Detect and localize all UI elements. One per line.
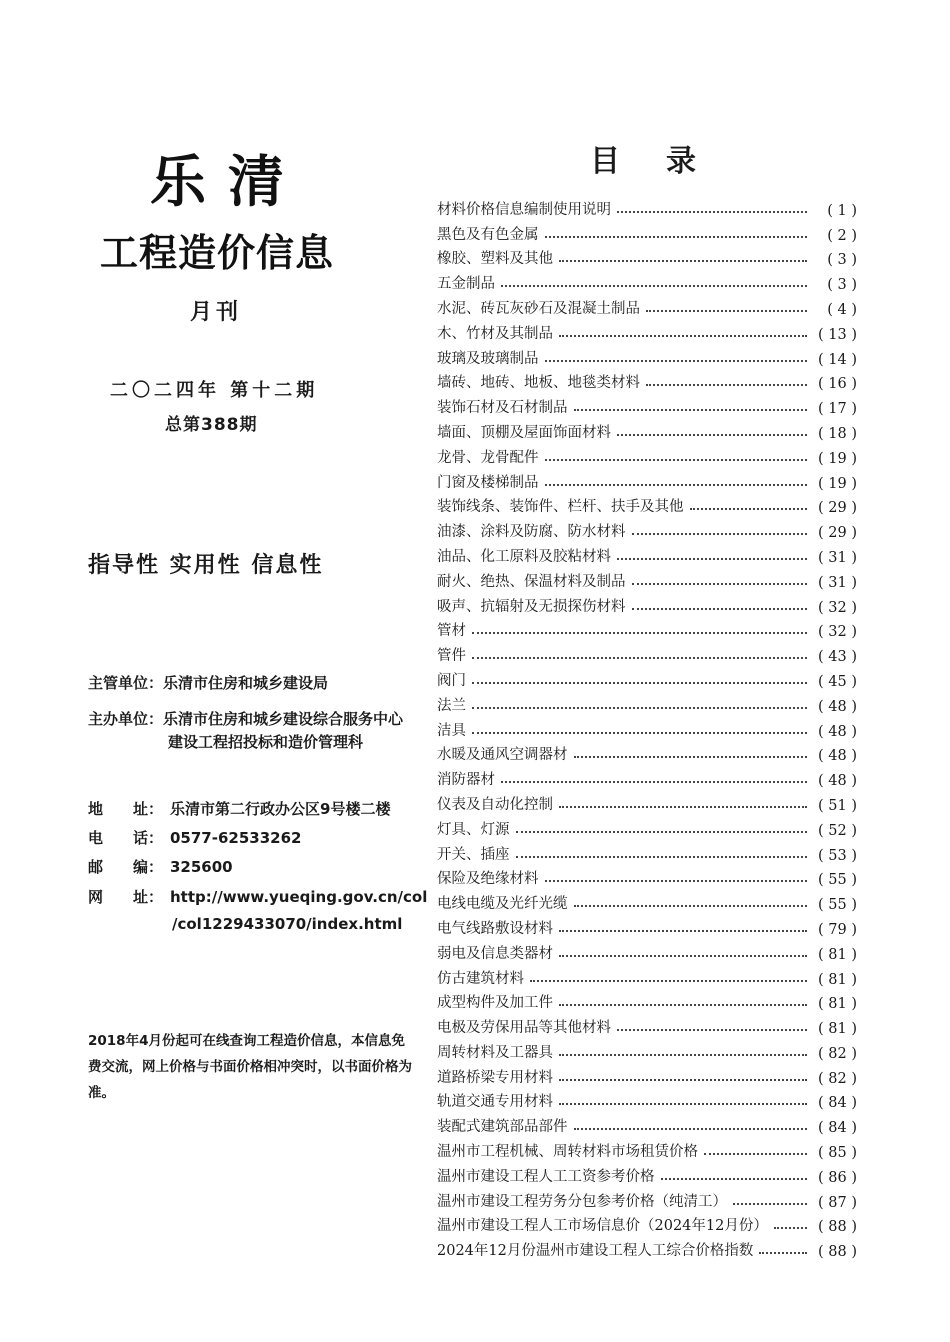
toc-entry-page: ( 29 ) [818, 525, 857, 542]
toc-entry-page: ( 48 ) [818, 723, 857, 740]
toc-entry-title: 阀门 [437, 672, 466, 689]
toc-entry-title: 周转材料及工器具 [437, 1044, 553, 1061]
toc-entry-page: ( 48 ) [818, 773, 857, 790]
table-of-contents [437, 194, 857, 1260]
toc-entry-title: 管材 [437, 623, 466, 640]
toc-entry-title: 弱电及信息类器材 [437, 945, 553, 962]
toc-dot-leader [632, 533, 808, 535]
toc-entry[interactable] [437, 219, 857, 244]
toc-entry-page: ( 86 ) [818, 1169, 857, 1186]
supervisor-value: 乐清市住房和城乡建设局 [163, 674, 329, 692]
toc-entry-title: 水泥、砖瓦灰砂石及混凝土制品 [437, 300, 640, 317]
toc-entry[interactable] [437, 516, 857, 541]
toc-entry-title: 五金制品 [437, 276, 495, 293]
toc-entry-page: ( 31 ) [818, 549, 857, 566]
toc-entry-title: 材料价格信息编制使用说明 [437, 201, 611, 218]
issue-number: 二〇二四年 第十二期 [110, 380, 319, 401]
toc-entry-title: 橡胶、塑料及其他 [437, 251, 553, 268]
toc-entry[interactable] [437, 616, 857, 641]
toc-dot-leader [559, 1004, 807, 1006]
toc-entry-title: 黑色及有色金属 [437, 226, 539, 243]
toc-entry[interactable] [437, 913, 857, 938]
toc-entry-page: ( 81 ) [818, 971, 857, 988]
supervisor-label: 主管单位： [88, 674, 164, 692]
toc-entry-title: 成型构件及加工件 [437, 995, 553, 1012]
toc-dot-leader [559, 1103, 807, 1105]
sponsor-label: 主办单位： [88, 710, 164, 728]
toc-entry-page: ( 85 ) [818, 1145, 857, 1162]
toc-entry[interactable] [437, 368, 857, 393]
toc-entry-title: 电线电缆及光纤光缆 [437, 896, 568, 913]
website-row-2 [172, 915, 402, 933]
toc-dot-leader [774, 1227, 807, 1229]
toc-dot-leader [632, 608, 808, 610]
toc-entry[interactable] [437, 392, 857, 417]
toc-entry[interactable] [437, 492, 857, 517]
toc-dot-leader [559, 1054, 807, 1056]
toc-dot-leader [632, 583, 808, 585]
toc-entry-page: ( 14 ) [818, 351, 857, 368]
toc-dot-leader [574, 905, 808, 907]
toc-dot-leader [617, 211, 807, 213]
toc-entry-title: 墙砖、地砖、地板、地毯类材料 [437, 375, 640, 392]
online-query-notice: 2018年4月份起可在线查询工程造价信息，本信息免费交流，网上价格与书面价格相冲突时，以书面价格为准。 [88, 1033, 412, 1101]
publication-frequency: 月刊 [190, 300, 243, 325]
toc-entry[interactable] [437, 591, 857, 616]
toc-entry-page: ( 82 ) [818, 1045, 857, 1062]
toc-entry-title: 开关、插座 [437, 846, 510, 863]
toc-entry-title: 温州市建设工程人工市场信息价（2024年12月份） [437, 1218, 768, 1235]
toc-entry-title: 温州市工程机械、周转材料市场租赁价格 [437, 1144, 698, 1161]
toc-entry[interactable] [437, 1111, 857, 1136]
toc-dot-leader [574, 1128, 808, 1130]
toc-dot-leader [545, 360, 808, 362]
toc-entry[interactable] [437, 1235, 857, 1260]
toc-dot-leader [472, 657, 807, 659]
phone-label: 电 话： [88, 829, 164, 847]
address-label: 地 址： [88, 800, 164, 818]
toc-dot-leader [472, 707, 807, 709]
toc-entry-page: ( 3 ) [827, 252, 857, 269]
toc-entry[interactable] [437, 442, 857, 467]
toc-entry[interactable] [437, 640, 857, 665]
toc-entry-page: ( 43 ) [818, 649, 857, 666]
toc-entry-page: ( 4 ) [827, 301, 857, 318]
website-value-line2[interactable]: /col1229433070/index.html [172, 915, 403, 933]
total-issue-number: 总第388期 [165, 415, 258, 435]
toc-entry-page: ( 2 ) [827, 227, 857, 244]
toc-entry-page: ( 53 ) [818, 847, 857, 864]
toc-entry-page: ( 87 ) [818, 1194, 857, 1211]
toc-entry-title: 保险及绝缘材料 [437, 871, 539, 888]
toc-dot-leader [646, 310, 807, 312]
toc-entry-page: ( 31 ) [818, 574, 857, 591]
toc-entry-page: ( 88 ) [818, 1219, 857, 1236]
toc-entry-page: ( 18 ) [818, 425, 857, 442]
toc-entry-title: 木、竹材及其制品 [437, 325, 553, 342]
sponsor-row-2 [168, 731, 363, 752]
toc-dot-leader [559, 260, 807, 262]
toc-entry-title: 电极及劳保用品等其他材料 [437, 1020, 611, 1037]
slogan: 指导性 实用性 信息性 [88, 553, 324, 578]
website-value-line1[interactable]: http://www.yueqing.gov.cn/col [170, 888, 428, 906]
toc-entry-page: ( 32 ) [818, 599, 857, 616]
toc-entry-page: ( 81 ) [818, 1021, 857, 1038]
toc-entry-title: 灯具、灯源 [437, 821, 510, 838]
toc-dot-leader [704, 1153, 807, 1155]
toc-dot-leader [690, 508, 808, 510]
toc-entry-title: 墙面、顶棚及屋面饰面材料 [437, 424, 611, 441]
publication-brand: 乐清 [150, 150, 306, 215]
toc-dot-leader [661, 1178, 808, 1180]
toc-dot-leader [759, 1252, 807, 1254]
toc-entry[interactable] [437, 244, 857, 269]
toc-dot-leader [545, 880, 808, 882]
toc-entry[interactable] [437, 1161, 857, 1186]
toc-entry-title: 管件 [437, 648, 466, 665]
toc-entry-title: 温州市建设工程人工工资参考价格 [437, 1168, 655, 1185]
toc-entry-page: ( 16 ) [818, 376, 857, 393]
toc-entry[interactable] [437, 293, 857, 318]
toc-entry-title: 耐火、绝热、保温材料及制品 [437, 573, 626, 590]
toc-dot-leader [559, 955, 807, 957]
toc-title: 目录 [590, 144, 742, 179]
toc-dot-leader [545, 236, 808, 238]
toc-entry-page: ( 81 ) [818, 996, 857, 1013]
toc-entry[interactable] [437, 665, 857, 690]
toc-entry-title: 玻璃及玻璃制品 [437, 350, 539, 367]
toc-entry-page: ( 48 ) [818, 698, 857, 715]
toc-dot-leader [559, 1079, 807, 1081]
toc-entry-title: 仪表及自动化控制 [437, 796, 553, 813]
toc-entry[interactable] [437, 764, 857, 789]
toc-entry-page: ( 79 ) [818, 921, 857, 938]
toc-entry-page: ( 3 ) [827, 277, 857, 294]
toc-entry[interactable] [437, 1012, 857, 1037]
toc-entry[interactable] [437, 1062, 857, 1087]
toc-entry-title: 吸声、抗辐射及无损探伤材料 [437, 598, 626, 615]
toc-dot-leader [617, 558, 807, 560]
toc-entry-page: ( 45 ) [818, 673, 857, 690]
toc-entry-title: 装饰线条、装饰件、栏杆、扶手及其他 [437, 499, 684, 516]
toc-entry[interactable] [437, 194, 857, 219]
toc-entry-page: ( 84 ) [818, 1095, 857, 1112]
toc-entry-title: 装配式建筑部品部件 [437, 1119, 568, 1136]
address-row [88, 798, 390, 819]
toc-entry-page: ( 19 ) [818, 475, 857, 492]
toc-dot-leader [501, 781, 807, 783]
toc-dot-leader [501, 285, 807, 287]
toc-dot-leader [472, 632, 807, 634]
address-value: 乐清市第二行政办公区9号楼二楼 [170, 800, 391, 818]
toc-dot-leader [574, 409, 808, 411]
postcode-label: 邮 编： [88, 858, 164, 876]
toc-entry-page: ( 82 ) [818, 1070, 857, 1087]
toc-entry[interactable] [437, 566, 857, 591]
toc-entry[interactable] [437, 864, 857, 889]
toc-entry-title: 仿古建筑材料 [437, 970, 524, 987]
toc-entry-page: ( 55 ) [818, 872, 857, 889]
toc-dot-leader [545, 459, 808, 461]
toc-dot-leader [646, 384, 807, 386]
website-label: 网 址： [88, 888, 164, 906]
toc-dot-leader [733, 1203, 807, 1205]
toc-entry-title: 道路桥梁专用材料 [437, 1069, 553, 1086]
toc-entry-title: 龙骨、龙骨配件 [437, 449, 539, 466]
toc-dot-leader [516, 856, 808, 858]
toc-dot-leader [617, 434, 807, 436]
phone-row [88, 827, 301, 848]
toc-entry[interactable] [437, 541, 857, 566]
supervisor-row [88, 672, 328, 693]
toc-entry-page: ( 88 ) [818, 1244, 857, 1261]
toc-entry-title: 油品、化工原料及胶粘材料 [437, 548, 611, 565]
toc-entry[interactable] [437, 417, 857, 442]
toc-entry-page: ( 1 ) [827, 202, 857, 219]
phone-value: 0577-62533262 [170, 829, 302, 847]
toc-dot-leader [472, 732, 807, 734]
toc-entry[interactable] [437, 343, 857, 368]
toc-entry-page: ( 17 ) [818, 401, 857, 418]
toc-entry-title: 电气线路敷设材料 [437, 920, 553, 937]
toc-dot-leader [472, 682, 807, 684]
toc-entry-title: 消防器材 [437, 772, 495, 789]
toc-entry-page: ( 29 ) [818, 500, 857, 517]
toc-entry-page: ( 48 ) [818, 748, 857, 765]
toc-entry-page: ( 32 ) [818, 624, 857, 641]
toc-dot-leader [559, 930, 807, 932]
toc-entry-title: 装饰石材及石材制品 [437, 400, 568, 417]
toc-entry[interactable] [437, 690, 857, 715]
toc-dot-leader [516, 831, 808, 833]
toc-entry-page: ( 84 ) [818, 1120, 857, 1137]
toc-entry-title: 轨道交通专用材料 [437, 1094, 553, 1111]
toc-entry-page: ( 13 ) [818, 326, 857, 343]
toc-entry[interactable] [437, 715, 857, 740]
sponsor-row [88, 708, 403, 729]
toc-entry-title: 油漆、涂料及防腐、防水材料 [437, 524, 626, 541]
publication-title: 工程造价信息 [100, 231, 335, 275]
toc-entry-title: 2024年12月份温州市建设工程人工综合价格指数 [437, 1243, 754, 1260]
toc-dot-leader [545, 484, 808, 486]
toc-dot-leader [574, 756, 808, 758]
toc-entry[interactable] [437, 988, 857, 1013]
toc-entry[interactable] [437, 740, 857, 765]
toc-entry-title: 洁具 [437, 722, 466, 739]
toc-entry[interactable] [437, 1087, 857, 1112]
toc-entry-page: ( 55 ) [818, 897, 857, 914]
toc-entry[interactable] [437, 789, 857, 814]
toc-dot-leader [530, 980, 807, 982]
toc-dot-leader [559, 335, 807, 337]
toc-entry-page: ( 52 ) [818, 822, 857, 839]
toc-entry[interactable] [437, 268, 857, 293]
toc-entry-page: ( 19 ) [818, 450, 857, 467]
toc-entry[interactable] [437, 938, 857, 963]
toc-entry[interactable] [437, 1211, 857, 1236]
postcode-value: 325600 [170, 858, 233, 876]
toc-entry[interactable] [437, 1136, 857, 1161]
toc-entry-page: ( 81 ) [818, 946, 857, 963]
toc-entry-title: 水暖及通风空调器材 [437, 747, 568, 764]
toc-entry[interactable] [437, 814, 857, 839]
sponsor-value-line1: 乐清市住房和城乡建设综合服务中心 [163, 710, 404, 728]
toc-entry-title: 门窗及楼梯制品 [437, 474, 539, 491]
postcode-row [88, 856, 233, 877]
toc-dot-leader [617, 1029, 807, 1031]
toc-entry[interactable] [437, 467, 857, 492]
toc-entry-title: 温州市建设工程劳务分包参考价格（纯清工） [437, 1193, 727, 1210]
toc-entry-title: 法兰 [437, 697, 466, 714]
toc-entry[interactable] [437, 963, 857, 988]
toc-entry-page: ( 51 ) [818, 797, 857, 814]
toc-entry[interactable] [437, 1037, 857, 1062]
toc-entry[interactable] [437, 888, 857, 913]
toc-entry[interactable] [437, 839, 857, 864]
website-row [88, 886, 427, 907]
toc-entry[interactable] [437, 1186, 857, 1211]
toc-dot-leader [559, 806, 807, 808]
sponsor-value-line2: 建设工程招投标和造价管理科 [168, 733, 364, 751]
toc-entry[interactable] [437, 318, 857, 343]
